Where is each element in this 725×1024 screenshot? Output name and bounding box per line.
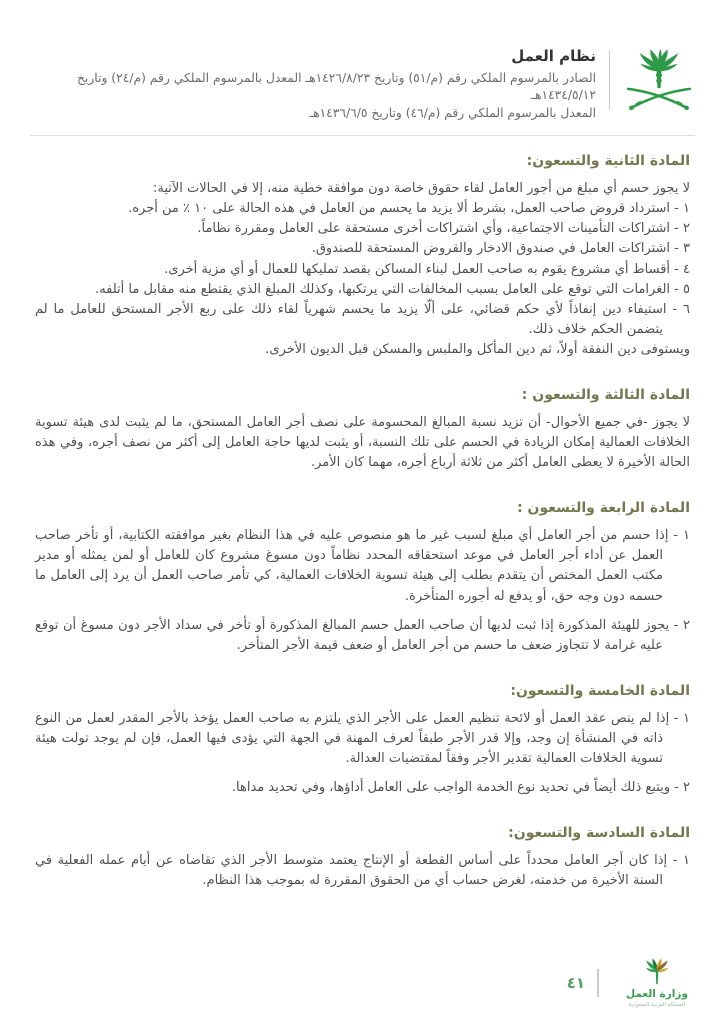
item-number: ٢ - [670, 221, 690, 237]
item-text: أقساط أي مشروع يقوم به صاحب العمل لبناء المساكن بقصد تمليكها للعمال أو أي مزية أخرى. [164, 261, 671, 277]
palm-tree-icon [638, 958, 676, 988]
item-text: اشتراكات التأمينات الاجتماعية، وأي اشتراكات أخرى مستحقة على العامل ومقررة نظاماً. [197, 221, 671, 237]
item-number: ٥ - [670, 281, 690, 297]
article-item [35, 260, 690, 280]
item-number: ٢ - [669, 617, 690, 633]
saudi-emblem-icon [623, 48, 695, 114]
item-text: استرداد قروض صاحب العمل، بشرط ألا يزيد ما يحسم من العامل في هذه الحالة على ١٠ ٪ من أجره. [128, 201, 671, 217]
article-item [35, 239, 690, 259]
item-number: ١ - [670, 201, 690, 217]
page-number: ٤١ [566, 974, 585, 993]
item-number: ١ - [667, 852, 690, 868]
article-heading: المادة الرابعة والتسعون : [517, 500, 690, 517]
ministry-logo [611, 958, 703, 1008]
decree-line-1: الصادر بالمرسوم الملكي رقم (م/٥١) وتاريخ ١٤٢٦/٨/٢٣هـ المعدل بالمرسوم الملكي رقم (م/٢٤) وتاريخ ١٤٣٤/٥/١٢هـ [76, 71, 596, 103]
item-number: ٢ - [670, 780, 690, 796]
article-heading: المادة الثالثة والتسعون : [521, 387, 690, 404]
item-text: ويتبع ذلك أيضاً في تحديد نوع الخدمة الواجب على العامل أداؤها، وفي تحديد مداها. [231, 780, 671, 796]
article-heading: المادة السادسة والتسعون: [508, 825, 690, 842]
item-number: ٤ - [670, 261, 690, 277]
article-item [35, 526, 690, 607]
item-text: اشتراكات العامل في صندوق الادخار والقروض المستحقة للصندوق. [311, 241, 671, 257]
item-number: ٦ - [666, 301, 690, 317]
page-header [30, 46, 695, 136]
articles-container [35, 151, 690, 891]
item-text: إذا كان أجر العامل محدداً على أساس القطعة أو الإنتاج يعتمد متوسط الأجر الذي تقاضاه عن أيام عمله الفعلية في السنة الأخيرة من خدمته، لغرض حساب أي من الحقوق المقررة له بموجب هذا النظام. [35, 852, 668, 889]
ministry-country: المملكة العربية السعودية [628, 1001, 686, 1008]
page-footer [567, 958, 703, 1008]
article-item [35, 300, 690, 340]
article-item [35, 778, 690, 798]
item-text: يجوز للهيئة المذكورة إذا ثبت لديها أن صاحب العمل حسم المبالغ المذكورة أو تأخر في سداد الأجر دون مسوغ أن توقع عليه غرامة لا تتجاوز ضعف ما حسم من أجر العامل أو ضعف قيمة الأجر المتأخر. [35, 617, 670, 653]
article-item [35, 851, 690, 891]
item-text: إذا حسم من أجر العامل أي مبلغ لسبب غير ما هو منصوص عليه في هذا النظام بغير موافقته الكتابية، أو تأخر صاحب العمل عن أداء أجر العامل في موعد استحقاقه المحدد نظاماً دون مسوغ مشروع كان للعامل أو لمن يمثله أو مدير مكتب العمل المختص أن يتقدم بطلب إلى هيئة تسوية الخلافات العمالية، كي تأمر صاحب العمل أن يرد إلى العامل ما حسمه دون وجه حق، أو يدفع له أجوره المتأخرة. [35, 528, 669, 604]
article-section [35, 151, 690, 360]
article-section [35, 823, 690, 891]
header-rule [30, 135, 695, 136]
ministry-name: وزارة العمل [626, 988, 688, 1001]
footer-divider [597, 969, 599, 997]
article-section [35, 385, 690, 473]
article-heading: المادة الخامسة والتسعون: [510, 682, 690, 699]
decree-line-2: المعدل بالمرسوم الملكي رقم (م/٤٦) وتاريخ ١٤٣٦/٦/٥هـ [309, 105, 596, 120]
item-number: ١ - [668, 528, 690, 544]
article-item [35, 709, 690, 769]
item-text: الغرامات التي توقع على العامل بسبب المخالفات التي يرتكبها، وكذلك المبلغ الذي يقتطع منه مقابل ما أتلفه. [95, 281, 671, 297]
article-heading: المادة الثانية والتسعون: [526, 153, 690, 170]
article-section [35, 681, 690, 798]
article-item [35, 219, 690, 239]
article-item [35, 199, 690, 219]
item-text: إذا لم ينص عقد العمل أو لائحة تنظيم العمل على الأجر الذي يلتزم به صاحب العمل يؤخذ بالأجر المقدر لعمل من النوع ذاته في المنشأة إن وجد، وإلا قدر الأجر طبقاً لعرف المهنة في الجهة التي يؤدى فيها العمل، فإن لم يوجد تولت هيئة تسوية الخلافات العمالية تقدير الأجر وفقاً لمقتضيات العدالة. [35, 710, 670, 766]
article-item [35, 616, 690, 656]
item-number: ٣ - [670, 241, 690, 257]
item-text: استيفاء دين إنفاذاً لأي حكم قضائي، على ألّا يزيد ما يحسم شهرياً لقاء ذلك على ربع الأجر المستحق للعامل ما لم يتضمن الحكم خلاف ذلك. [35, 301, 667, 338]
document-title: نظام العمل [511, 47, 596, 65]
item-number: ١ - [669, 710, 690, 726]
article-item [35, 280, 690, 300]
article-paragraph: لا يجوز حسم أي مبلغ من أجور العامل لقاء حقوق خاصة دون موافقة خطية منه، إلا في الحالات الآتية: [152, 181, 690, 197]
article-paragraph: ويستوفى دين النفقة أولاً، ثم دين المأكل والملبس والمسكن قبل الديون الأخرى. [265, 342, 690, 358]
article-section [35, 498, 690, 656]
header-divider [609, 50, 610, 110]
article-paragraph: لا يجوز -في جميع الأحوال- أن تزيد نسبة المبالغ المحسومة على نصف أجر العامل المستحق، ما لم يثبت لدى هيئة تسوية الخلافات العمالية إمكان الزيادة في الحسم على تلك النسبة، أو يثبت لديها حاجة العامل إلى أكثر من نصف أجره، وفي هذه الحالة الأخيرة لا يعطى العامل أكثر من ثلاثة أرباع أجره، مهما كان الأمر. [35, 415, 690, 471]
